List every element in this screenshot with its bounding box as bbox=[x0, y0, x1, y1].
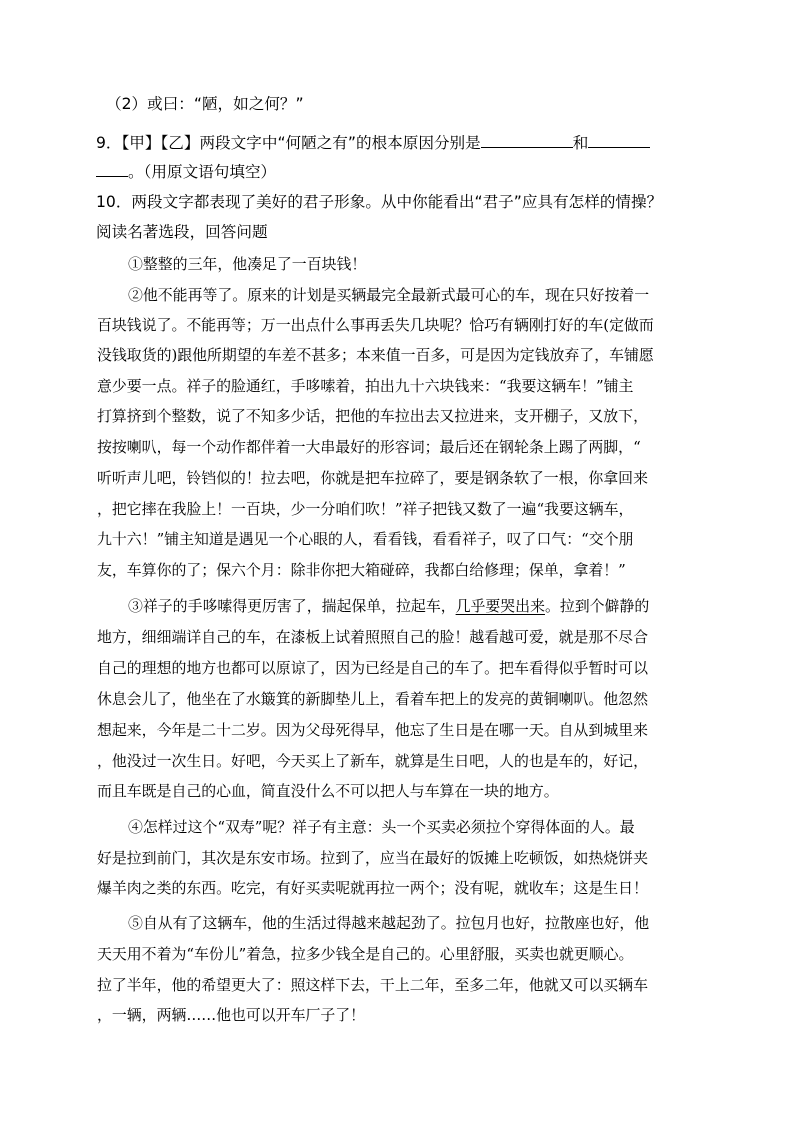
question-10: 10．两段文字都表现了美好的君子形象。从中你能看出“君子”应具有怎样的情操？ bbox=[96, 193, 663, 211]
passage-paragraph-4-line-3: 爆羊肉之类的东西。吃完，有好买卖呢就再拉一两个；没有呢，就收车；这是生日！ bbox=[97, 879, 648, 897]
passage-paragraph-3-line-2: 地方，细细端详自己的车，在漆板上试着照照自己的脸！越看越可爱，就是那不尽合 bbox=[97, 628, 648, 646]
passage-paragraph-3-line-1 bbox=[128, 596, 649, 616]
question-9-line-2 bbox=[96, 160, 276, 182]
passage-paragraph-5-line-3: 拉了半年，他的希望更大了：照这样下去，干上二年，至多二年，他就又可以买辆车 bbox=[97, 976, 648, 994]
answer-blank-2[interactable] bbox=[588, 131, 650, 148]
passage-paragraph-2-line-7: 听听声儿吧，铃铛似的！拉去吧，你就是把车拉碎了，要是钢条软了一根，你拿回来 bbox=[97, 469, 648, 487]
passage-paragraph-2-line-5: 打算挤到个整数，说了不知多少话，把他的车拉出去又拉进来，支开棚子，又放下， bbox=[97, 407, 648, 425]
question-9-instruction: 。（用原文语句填空） bbox=[128, 163, 277, 181]
passage-paragraph-5-line-1: ⑤自从有了这辆车，他的生活过得越来越起劲了。拉包月也好，拉散座也好，他 bbox=[128, 914, 650, 932]
passage-paragraph-2-line-2: 百块钱说了。不能再等；万一出点什么事再丢失几块呢？恰巧有辆刚打好的车(定做而 bbox=[97, 316, 654, 334]
passage-paragraph-3-line-5: 想起来，今年是二十二岁。因为父母死得早，他忘了生日是在哪一天。自从到城里来 bbox=[97, 721, 648, 739]
question-9-text: 9．【甲】【乙】两段文字中“何陋之有”的根本原因分别是 bbox=[96, 134, 481, 152]
passage-paragraph-2-line-8: ，把它摔在我脸上！一百块，少一分咱们吹！”祥子把钱又数了一遍“我要这辆车， bbox=[97, 500, 634, 518]
passage-paragraph-2-line-6: 按按喇叭，每一个动作都伴着一大串最好的形容词；最后还在钢轮条上踢了两脚，“ bbox=[97, 438, 641, 456]
reading-intro: 阅读名著选段，回答问题 bbox=[96, 223, 268, 241]
passage-paragraph-3-line-3: 自己的理想的地方也都可以原谅了，因为已经是自己的车了。把车看得似乎暂时可以 bbox=[97, 659, 648, 677]
answer-blank-1[interactable] bbox=[481, 131, 573, 148]
passage-paragraph-2-line-9: 九十六！”铺主知道是遇见一个心眼的人，看看钱，看看祥子，叹了口气：“交个朋 bbox=[97, 530, 634, 548]
passage-paragraph-5-line-4: ，一辆，两辆……他也可以开车厂子了！ bbox=[97, 1006, 366, 1024]
question-sub-2: （2）或曰：“陋，如之何？” bbox=[106, 95, 304, 113]
passage-paragraph-1: ①整整的三年，他凑足了一百块钱！ bbox=[128, 255, 367, 273]
answer-blank-2-continued[interactable] bbox=[96, 160, 128, 177]
passage-paragraph-2-line-1: ②他不能再等了。原来的计划是买辆最完全最新式最可心的车，现在只好按着一 bbox=[128, 286, 650, 304]
passage-paragraph-3-line-6: ，他没过一次生日。好吧，今天买上了新车，就算是生日吧，人的也是车的，好记， bbox=[97, 752, 648, 770]
question-9-and: 和 bbox=[572, 134, 589, 152]
passage-paragraph-2-line-10: 友，车算你的了；保六个月：除非你把大箱碰碎，我都白给修理；保单，拿着！” bbox=[97, 561, 626, 579]
passage-paragraph-3-line-7: 而且车既是自己的心血，简直没什么不可以把人与车算在一块的地方。 bbox=[97, 782, 559, 800]
passage-paragraph-3-line-4: 休息会儿了，他坐在了水簸箕的新脚垫儿上，看着车把上的发亮的黄铜喇叭。他忽然 bbox=[97, 690, 648, 708]
passage-paragraph-2-line-3: 没钱取货的)跟他所期望的车差不甚多；本来值一百多，可是因为定钱放弃了，车铺愿 bbox=[97, 346, 654, 364]
underlined-phrase: 几乎要哭出来 bbox=[455, 597, 545, 615]
paragraph-3-text-b: 。拉到个僻静的 bbox=[544, 597, 650, 615]
passage-paragraph-4-line-2: 好是拉到前门，其次是东安市场。拉到了，应当在最好的饭摊上吃顿饭，如热烧饼夹 bbox=[97, 849, 648, 867]
passage-paragraph-4-line-1: ④怎样过这个“双寿”呢？祥子有主意：头一个买卖必须拉个穿得体面的人。最 bbox=[128, 818, 635, 836]
passage-paragraph-2-line-4: 意少要一点。祥子的脸通红，手哆嗦着，拍出九十六块钱来：“我要这辆车！”铺主 bbox=[97, 377, 634, 395]
passage-paragraph-5-line-2: 天天用不着为“车份儿”着急，拉多少钱全是自己的。心里舒服，买卖也就更顺心。 bbox=[97, 945, 634, 963]
question-9-line-1 bbox=[96, 131, 650, 153]
paragraph-3-text-a: ③祥子的手哆嗦得更厉害了，揣起保单，拉起车， bbox=[128, 597, 456, 615]
